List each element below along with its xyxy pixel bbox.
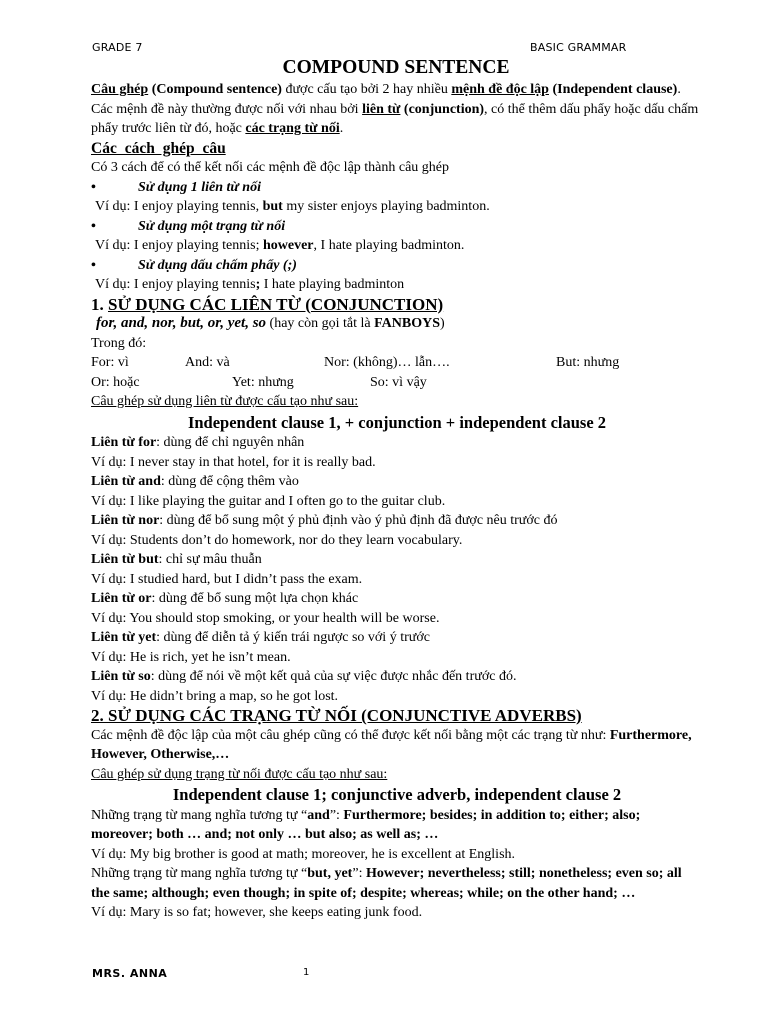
- conjunction-example: Ví dụ: He didn’t bring a map, so he got lost.: [91, 688, 339, 704]
- example-text: , I hate playing badminton.: [313, 238, 465, 253]
- adverbs-keyword: but, yet: [307, 866, 353, 881]
- conjunction-desc: : dùng để cộng thêm vào: [160, 474, 299, 489]
- conjunction-desc: : dùng để chỉ nguyên nhân: [156, 435, 305, 450]
- section2-title: 2. SỬ DỤNG CÁC TRẠNG TỪ NỐI (CONJUNCTIVE ADVERBS): [91, 706, 582, 725]
- example-keyword: however: [262, 238, 314, 253]
- conjunction-def: [91, 433, 703, 453]
- structure-formula: Independent clause 1; conjunctive adverb, independent clause 2: [172, 785, 622, 804]
- conjunction-def: [91, 667, 703, 687]
- intro-term-conjunction: liên từ: [362, 101, 401, 117]
- conjunction-desc: : dùng để bổ sung một lựa chọn khác: [151, 591, 359, 606]
- fanboys-line: [91, 314, 703, 334]
- meaning-row-2: [91, 373, 703, 393]
- section1-title: SỬ DỤNG CÁC LIÊN TỪ (CONJUNCTION): [108, 294, 444, 314]
- conjunction-example: Ví dụ: I studied hard, but I didn’t pass the exam.: [91, 571, 363, 587]
- conjunction-def: [91, 472, 703, 492]
- adverbs-text: Những trạng từ mang nghĩa tương tự “: [91, 866, 308, 881]
- conjunction-term: Liên từ and: [91, 474, 161, 489]
- fanboys-text: ): [439, 316, 445, 331]
- adverbs-text: Những trạng từ mang nghĩa tương tự “: [91, 807, 308, 823]
- adverbs-list: However; nevertheless; still; nonetheless; even so; all the same; although; even though; in spite of; despite; whereas; while; on the other hand; …: [91, 866, 682, 901]
- conjunction-desc: : chỉ sự mâu thuẫn: [158, 552, 262, 567]
- example-line: [91, 275, 703, 295]
- header-subject: BASIC GRAMMAR: [530, 41, 627, 54]
- intro-text: , có thể thêm dấu phẩy hoặc dấu chấm phẩy trước liên từ đó, hoặc: [91, 101, 699, 136]
- trong-do-label: Trong đó:: [91, 335, 147, 351]
- ways-heading: Các cách ghép câu: [91, 139, 226, 157]
- header-grade: GRADE 7: [92, 41, 143, 54]
- meaning-cell: But: nhưng: [556, 355, 620, 370]
- adverbs-text: ”:: [329, 807, 344, 823]
- fanboys-list: for, and, nor, but, or, yet, so: [96, 315, 267, 331]
- section1-number: 1.: [91, 294, 108, 314]
- adverb-example: Ví dụ: Mary is so fat; however, she keeps eating junk food.: [91, 905, 423, 920]
- conjunction-def: [91, 589, 703, 609]
- structure-label: Câu ghép sử dụng trạng từ nối được cấu tạo như sau:: [91, 766, 388, 782]
- example-keyword: but: [262, 199, 283, 214]
- intro-term-clause: mệnh đề độc lập: [451, 82, 549, 97]
- bullet-item: • Sử dụng dấu chấm phẩy (;): [91, 256, 703, 276]
- intro-term-clause-en: (Independent clause): [548, 82, 678, 97]
- meaning-row-1: [91, 353, 703, 373]
- bullet-item: • Sử dụng một trạng từ nối: [91, 217, 703, 237]
- fanboys-text: (hay còn gọi tắt là: [266, 316, 375, 331]
- conjunction-def: [91, 511, 703, 531]
- conjunction-term: Liên từ nor: [91, 513, 160, 528]
- conjunction-example: Ví dụ: You should stop smoking, or your health will be worse.: [91, 610, 440, 626]
- adverbs-list: Furthermore; besides; in addition to; either; also; moreover; both … and; not only … but also; as well as; …: [91, 807, 641, 842]
- intro-term-compound-en: (Compound sentence): [148, 82, 282, 97]
- intro-paragraph: [91, 80, 703, 139]
- structure-formula: Independent clause 1, + conjunction + independent clause 2: [187, 412, 607, 432]
- footer-author: MRS. ANNA: [92, 967, 168, 980]
- section1-heading: [91, 295, 703, 315]
- meaning-cell: Nor: (không)… lẫn….: [324, 355, 450, 370]
- conjunction-term: Liên từ but: [91, 552, 159, 567]
- conjunction-term: Liên từ or: [91, 591, 152, 606]
- section2-intro: [91, 726, 703, 765]
- adverbs-keyword: and: [307, 807, 330, 823]
- bullet-item: • Sử dụng 1 liên từ nối: [91, 178, 703, 198]
- conjunction-term: Liên từ for: [91, 435, 157, 450]
- document-body: [91, 80, 703, 923]
- example-text: I hate playing badminton: [260, 277, 405, 292]
- ways-lead: Có 3 cách để có thể kết nối các mệnh đề độc lập thành câu ghép: [91, 160, 450, 175]
- example-line: [91, 197, 703, 217]
- intro-text: .: [339, 121, 344, 136]
- and-adverbs: [91, 806, 703, 845]
- but-adverbs: [91, 864, 703, 903]
- structure-label: Câu ghép sử dụng liên từ được cấu tạo như sau:: [91, 394, 359, 409]
- adverbs-text: ”:: [352, 866, 366, 881]
- conjunction-desc: : dùng để bổ sung một ý phủ định vào ý phủ định đã được nêu trước đó: [159, 513, 558, 528]
- meaning-cell: And: và: [185, 355, 230, 370]
- conjunction-def: [91, 628, 703, 648]
- section2-heading: [91, 706, 703, 726]
- meaning-cell: Yet: nhưng: [232, 374, 294, 390]
- example-text: Ví dụ: I enjoy playing tennis;: [95, 238, 263, 253]
- conjunction-term: Liên từ yet: [91, 630, 157, 645]
- intro-term-compound: Câu ghép: [91, 82, 149, 97]
- fanboys-name: FANBOYS: [374, 316, 440, 331]
- conjunction-example: Ví dụ: Students don’t do homework, nor do they learn vocabulary.: [91, 532, 463, 548]
- intro-term-conjunction-en: (conjunction): [400, 101, 485, 117]
- conjunction-term: Liên từ so: [91, 669, 151, 684]
- intro-term-adverbs: các trạng từ nối: [245, 121, 340, 136]
- conjunction-desc: : dùng để nói về một kết quả của sự việc được nhắc đến trước đó.: [150, 669, 517, 684]
- meaning-cell: Or: hoặc: [91, 374, 140, 390]
- intro-text: được cấu tạo bởi 2 hay nhiều: [281, 82, 452, 97]
- example-line: [91, 236, 703, 256]
- example-keyword: ;: [255, 277, 261, 292]
- page-number: 1: [303, 967, 310, 978]
- page-title: COMPOUND SENTENCE: [282, 57, 510, 78]
- example-text: Ví dụ: I enjoy playing tennis,: [95, 199, 263, 214]
- conjunction-example: Ví dụ: He is rich, yet he isn’t mean.: [91, 649, 291, 665]
- section2-intro-adverbs: Furthermore, However, Otherwise,…: [91, 727, 692, 762]
- section2-intro-text: Các mệnh đề độc lập của một câu ghép cũng có thể được kết nối bằng một các trạng từ như:: [91, 727, 610, 743]
- example-text: Ví dụ: I enjoy playing tennis: [95, 277, 256, 292]
- meaning-cell: So: vì vậy: [370, 374, 427, 390]
- intro-text: . Các mệnh đề này thường được nối với nhau bởi: [91, 82, 681, 117]
- example-text: my sister enjoys playing badminton.: [282, 199, 490, 214]
- conjunction-def: [91, 550, 703, 570]
- conjunction-desc: : dùng để diễn tả ý kiến trái ngược so với ý trước: [156, 630, 430, 645]
- conjunction-example: Ví dụ: I like playing the guitar and I often go to the guitar club.: [91, 493, 446, 509]
- conjunction-example: Ví dụ: I never stay in that hotel, for it is really bad.: [91, 454, 376, 470]
- adverb-example: Ví dụ: My big brother is good at math; moreover, he is excellent at English.: [91, 846, 516, 862]
- meaning-cell: For: vì: [91, 355, 129, 370]
